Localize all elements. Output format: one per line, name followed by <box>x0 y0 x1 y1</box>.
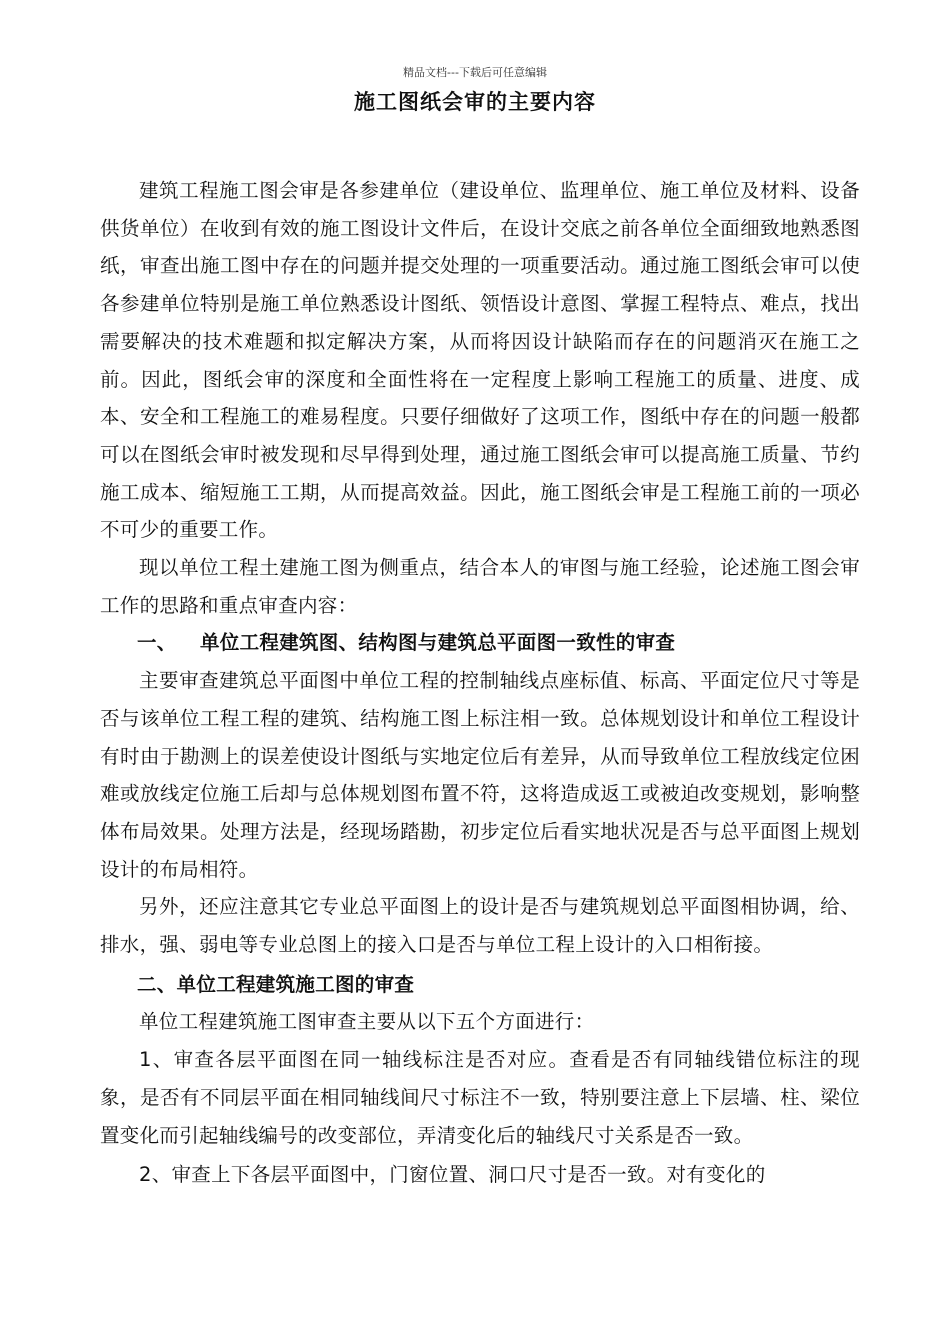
section-2-item-1: 1、审查各层平面图在同一轴线标注是否对应。查看是否有同轴线错位标注的现象，是否有不同层平面在相同轴线间尺寸标注不一致，特别要注意上下层墙、柱、梁位置变化而引起轴线编号的改变部位，弄清变化后的轴线尺寸关系是否一致。 <box>100 1048 860 1147</box>
section-1-body: 主要审查建筑总平面图中单位工程的控制轴线点座标值、标高、平面定位尺寸等是否与该单位工程工程的建筑、结构施工图上标注相一致。总体规划设计和单位工程设计有时由于勘测上的误差使设计图纸与实地定位后有差异，从而导致单位工程放线定位困难或放线定位施工后却与总体规划图布置不符，这将造成返工或被迫改变规划，影响整体布局效果。处理方法是，经现场踏勘，初步定位后看实地状况是否与总平面图上规划设计的布局相符。 <box>100 669 860 881</box>
header-note: 精品文档---下载后可任意编辑 <box>403 66 547 79</box>
section-1-title: 单位工程建筑图、结构图与建筑总平面图一致性的审查 <box>200 631 676 655</box>
intro-paragraph: 建筑工程施工图会审是各参建单位（建设单位、监理单位、施工单位及材料、设备供货单位）在收到有效的施工图设计文件后，在设计交底之前各单位全面细致地熟悉图纸，审查出施工图中存在的问题并提交处理的一项重要活动。通过施工图纸会审可以使各参建单位特别是施工单位熟悉设计图纸、领悟设计意图、掌握工程特点、难点，找出需要解决的技术难题和拟定解决方案，从而将因设计缺陷而存在的问题消灭在施工之前。因此，图纸会审的深度和全面性将在一定程度上影响工程施工的质量、进度、成本、安全和工程施工的难易程度。只要仔细做好了这项工作，图纸中存在的问题一般都可以在图纸会审时被发现和尽早得到处理，通过施工图纸会审可以提高施工质量、节约施工成本、缩短施工工期，从而提高效益。因此，施工图纸会审是工程施工前的一项必不可少的重要工作。 <box>100 179 860 542</box>
section-1-heading <box>100 624 860 662</box>
section-1-extra: 另外，还应注意其它专业总平面图上的设计是否与建筑规划总平面图相协调，给、排水，强、弱电等专业总图上的接入口是否与单位工程上设计的入口相衔接。 <box>100 895 860 957</box>
section-2-item-2: 2、审查上下各层平面图中，门窗位置、洞口尺寸是否一致。对有变化的 <box>139 1163 766 1187</box>
section-2-intro: 单位工程建筑施工图审查主要从以下五个方面进行： <box>139 1010 595 1034</box>
document-body <box>100 172 860 1194</box>
section-2-heading: 二、单位工程建筑施工图的审查 <box>137 972 415 996</box>
overview-paragraph: 现以单位工程土建施工图为侧重点，结合本人的审图与施工经验，论述施工图会审工作的思路和重点审查内容： <box>100 556 860 617</box>
section-1-number: 一、 <box>137 631 177 655</box>
document-title: 施工图纸会审的主要内容 <box>354 90 596 114</box>
